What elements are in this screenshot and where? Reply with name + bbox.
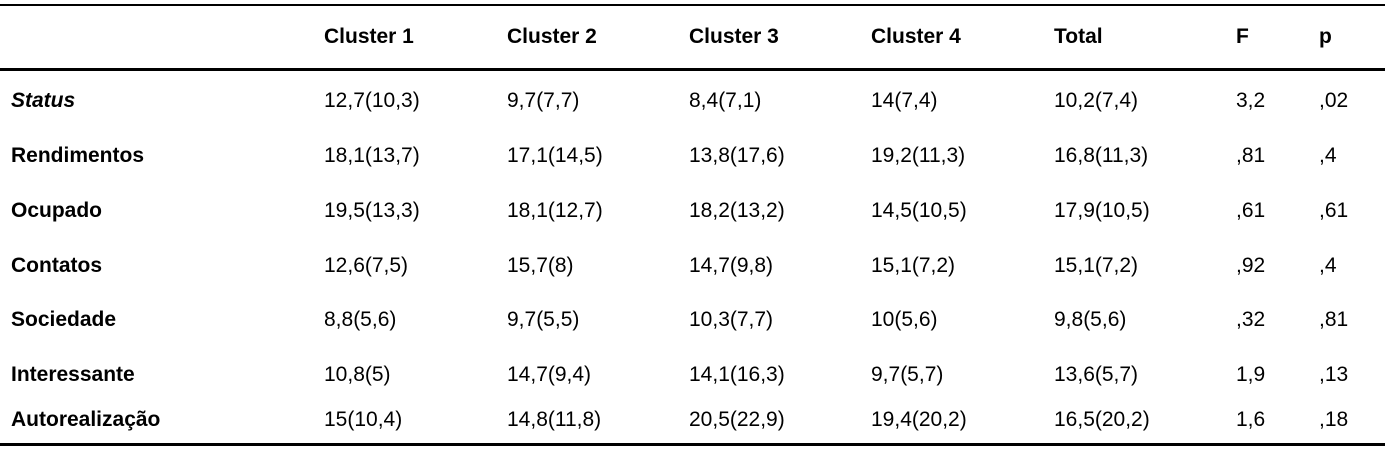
cell-cluster-1: 8,8(5,6) [324,308,397,331]
cell-p: ,61 [1319,199,1349,222]
cell-p: ,4 [1319,144,1337,167]
table-row-status [0,86,1385,116]
cell-f: 1,6 [1236,408,1266,431]
table-header-rule [0,68,1385,71]
cell-cluster-2: 17,1(14,5) [507,144,603,167]
cell-f: 1,9 [1236,363,1266,386]
cell-cluster-4: 14(7,4) [871,89,938,112]
cell-p: ,4 [1319,254,1337,277]
cell-total: 16,5(20,2) [1054,408,1150,431]
cell-cluster-4: 10(5,6) [871,308,938,331]
cell-cluster-4: 14,5(10,5) [871,199,967,222]
header-cluster-2: Cluster 2 [507,25,597,48]
cell-p: ,81 [1319,308,1349,331]
cell-cluster-3: 18,2(13,2) [689,199,785,222]
header-cluster-1: Cluster 1 [324,25,414,48]
cell-total: 15,1(7,2) [1054,254,1139,277]
table-row-ocupado [0,196,1385,226]
cell-cluster-3: 8,4(7,1) [689,89,762,112]
row-label: Contatos [11,254,102,277]
cell-total: 13,6(5,7) [1054,363,1139,386]
cell-cluster-2: 15,7(8) [507,254,574,277]
row-label: Autorealização [11,408,161,431]
cell-p: ,13 [1319,363,1349,386]
cell-f: ,32 [1236,308,1266,331]
cell-f: ,81 [1236,144,1266,167]
cell-f: ,92 [1236,254,1266,277]
cell-cluster-1: 19,5(13,3) [324,199,420,222]
cell-p: ,02 [1319,89,1349,112]
cell-p: ,18 [1319,408,1349,431]
row-label: Sociedade [11,308,117,331]
header-f: F [1236,25,1249,48]
cell-cluster-3: 14,7(9,8) [689,254,774,277]
cell-f: 3,2 [1236,89,1266,112]
cell-cluster-2: 14,8(11,8) [507,408,602,431]
cell-cluster-1: 18,1(13,7) [324,144,420,167]
cell-total: 10,2(7,4) [1054,89,1139,112]
cell-cluster-4: 19,2(11,3) [871,144,966,167]
table-bottom-rule [0,443,1385,446]
cell-cluster-2: 9,7(5,5) [507,308,580,331]
table-row-autorealizacao [0,405,1385,435]
cell-total: 9,8(5,6) [1054,308,1127,331]
cell-cluster-1: 12,7(10,3) [324,89,420,112]
row-label: Ocupado [11,199,103,222]
row-label: Interessante [11,363,135,386]
table-top-rule [0,4,1385,6]
table-row-contatos [0,251,1385,281]
header-total: Total [1054,25,1103,48]
cell-cluster-3: 10,3(7,7) [689,308,774,331]
cell-cluster-3: 13,8(17,6) [689,144,785,167]
cell-cluster-4: 15,1(7,2) [871,254,956,277]
table-row-rendimentos [0,141,1385,171]
cell-cluster-3: 14,1(16,3) [689,363,785,386]
table-row-interessante [0,360,1385,390]
header-cluster-4: Cluster 4 [871,25,961,48]
cell-total: 16,8(11,3) [1054,144,1149,167]
cell-f: ,61 [1236,199,1266,222]
cell-cluster-1: 12,6(7,5) [324,254,409,277]
table-row-sociedade [0,305,1385,335]
cell-cluster-4: 19,4(20,2) [871,408,967,431]
header-p: p [1319,25,1332,48]
cell-cluster-3: 20,5(22,9) [689,408,785,431]
row-label: Rendimentos [11,144,145,167]
cell-cluster-2: 14,7(9,4) [507,363,592,386]
cell-total: 17,9(10,5) [1054,199,1150,222]
cell-cluster-4: 9,7(5,7) [871,363,944,386]
cell-cluster-2: 18,1(12,7) [507,199,603,222]
cell-cluster-2: 9,7(7,7) [507,89,580,112]
header-cluster-3: Cluster 3 [689,25,779,48]
cell-cluster-1: 10,8(5) [324,363,391,386]
table-header-row [0,22,1385,52]
row-label: Status [11,89,76,112]
cell-cluster-1: 15(10,4) [324,408,403,431]
